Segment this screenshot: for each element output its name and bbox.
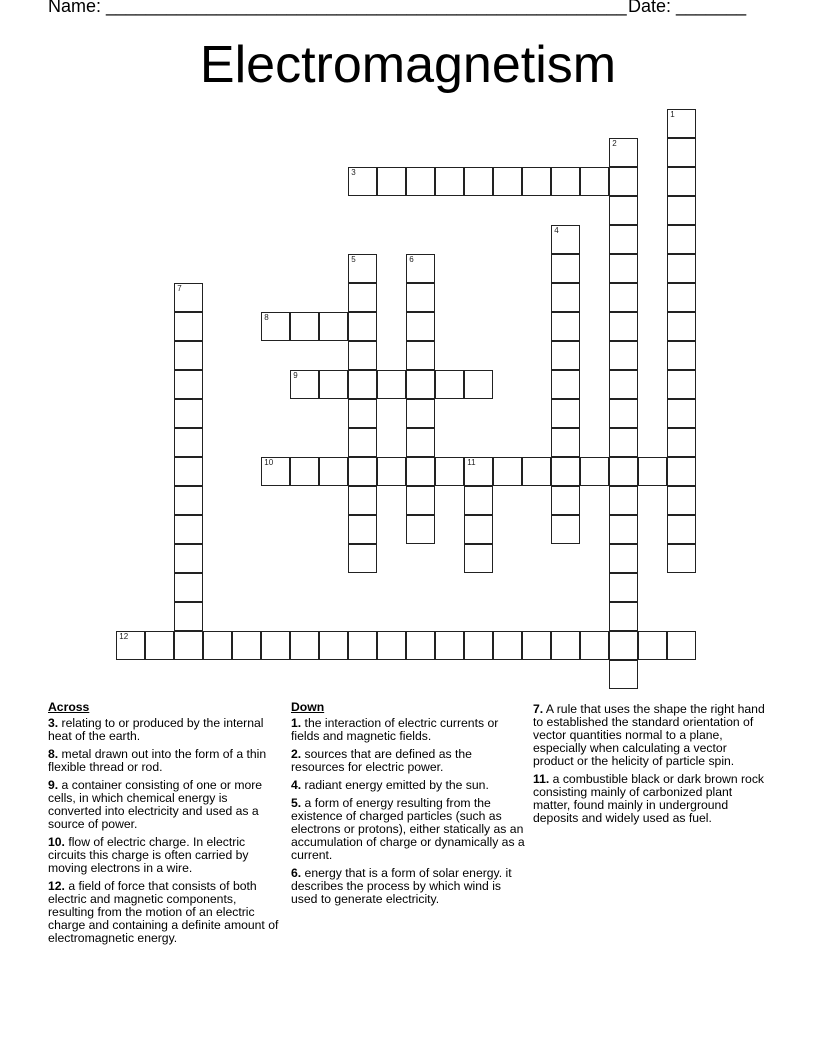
clue-text: radiant energy emitted by the sun. [301,778,489,792]
grid-cell[interactable] [406,312,435,341]
grid-cell[interactable] [551,370,580,399]
grid-cell[interactable] [174,515,203,544]
grid-cell[interactable] [174,457,203,486]
clues-down-column [291,701,527,911]
grid-cell[interactable] [464,515,493,544]
grid-cell[interactable] [667,399,696,428]
grid-cell[interactable] [464,370,493,399]
grid-cell[interactable] [667,283,696,312]
grid-cell[interactable] [609,660,638,689]
grid-cell[interactable] [667,486,696,515]
clue-text: a container consisting of one or more cells, in which chemical energy is converted into electricity and used as a source of power. [48,778,263,831]
grid-cell[interactable] [551,486,580,515]
grid-cell[interactable] [609,167,638,196]
grid-cell[interactable] [174,486,203,515]
grid-cell[interactable] [667,457,696,486]
clue-number-label: 5 [351,255,356,265]
grid-cell[interactable] [261,631,290,660]
grid-cell[interactable] [551,312,580,341]
grid-cell[interactable] [580,167,609,196]
grid-cell[interactable] [348,370,377,399]
clue-down-5 [291,797,527,862]
clue-text: A rule that uses the shape the right hand to established the standard orientation of vector quantities normal to a plane, especially when calculating a vector product or the helicity of particle spin. [533,702,765,768]
grid-cell[interactable] [174,312,203,341]
grid-cell[interactable] [522,631,551,660]
grid-cell[interactable] [261,457,290,486]
grid-cell[interactable] [464,167,493,196]
clue-across-9 [48,779,283,831]
clues-across-column [48,701,283,950]
clue-number: 2. [291,747,302,761]
grid-cell[interactable] [551,225,580,254]
grid-cell[interactable] [493,167,522,196]
grid-cell[interactable] [290,457,319,486]
grid-cell[interactable] [522,167,551,196]
grid-cell[interactable] [667,428,696,457]
clue-across-8 [48,748,283,774]
grid-cell[interactable] [174,399,203,428]
grid-cell[interactable] [348,341,377,370]
grid-cell[interactable] [667,544,696,573]
grid-cell[interactable] [174,341,203,370]
clue-text: relating to or produced by the internal heat of the earth. [48,716,264,743]
grid-cell[interactable] [551,341,580,370]
grid-cell[interactable] [609,399,638,428]
grid-cell[interactable] [348,254,377,283]
grid-cell[interactable] [348,312,377,341]
grid-cell[interactable] [406,428,435,457]
clue-down-4 [291,779,527,792]
grid-cell[interactable] [580,631,609,660]
grid-cell[interactable] [290,370,319,399]
clue-text: a form of energy resulting from the existence of charged particles (such as electrons or protons), either statically as an accumulation of charge or dynamically as a current. [291,796,525,862]
grid-cell[interactable] [551,399,580,428]
grid-cell[interactable] [493,631,522,660]
clue-number-label: 6 [409,255,414,265]
grid-cell[interactable] [609,573,638,602]
grid-cell[interactable] [348,515,377,544]
grid-cell[interactable] [609,254,638,283]
clue-number: 8. [48,747,59,761]
grid-cell[interactable] [435,370,464,399]
grid-cell[interactable] [319,370,348,399]
grid-cell[interactable] [406,370,435,399]
clue-number: 5. [291,796,302,810]
grid-cell[interactable] [667,341,696,370]
grid-cell[interactable] [609,370,638,399]
grid-cell[interactable] [609,486,638,515]
grid-cell[interactable] [609,283,638,312]
grid-cell[interactable] [551,428,580,457]
grid-cell[interactable] [145,631,174,660]
clue-across-12 [48,880,283,945]
grid-cell[interactable] [377,631,406,660]
clue-number-label: 1 [670,110,675,120]
grid-cell[interactable] [638,457,667,486]
grid-cell[interactable] [464,631,493,660]
clue-number: 3. [48,716,59,730]
grid-cell[interactable] [406,254,435,283]
grid-cell[interactable] [609,428,638,457]
grid-cell[interactable] [667,167,696,196]
grid-cell[interactable] [435,631,464,660]
down-heading: Down [291,700,325,714]
clue-down-2 [291,748,527,774]
grid-cell[interactable] [174,283,203,312]
clue-number-label: 7 [177,284,182,294]
clue-down-7 [533,703,768,768]
clue-number: 9. [48,778,59,792]
clue-number: 12. [48,879,65,893]
clue-text: the interaction of electric currents or fields and magnetic fields. [291,716,499,743]
grid-cell[interactable] [406,631,435,660]
clue-text: energy that is a form of solar energy. it describes the process by which wind is used to generate electricity. [291,866,512,906]
grid-cell[interactable] [319,457,348,486]
grid-cell[interactable] [667,196,696,225]
grid-cell[interactable] [319,312,348,341]
grid-cell[interactable] [406,167,435,196]
grid-cell[interactable] [203,631,232,660]
clue-number-label: 11 [467,458,476,468]
grid-cell[interactable] [261,312,290,341]
clue-text: flow of electric charge. In electric circuits this charge is often carried by moving electrons in a wire. [48,835,249,875]
clue-text: sources that are defined as the resources for electric power. [291,747,472,774]
name-field[interactable]: Name: ____________________________________________________ [48,0,627,16]
clue-across-10 [48,836,283,875]
grid-cell[interactable] [667,138,696,167]
grid-cell[interactable] [406,457,435,486]
clue-text: a field of force that consists of both electric and magnetic components, resulting from the motion of an electric charge and containing a definite amount of electromagnetic energy. [48,879,279,945]
grid-cell[interactable] [348,544,377,573]
crossword-grid [117,110,717,710]
grid-cell[interactable] [116,631,145,660]
grid-cell[interactable] [174,573,203,602]
grid-cell[interactable] [406,341,435,370]
grid-cell[interactable] [551,283,580,312]
grid-cell[interactable] [609,515,638,544]
clue-number-label: 8 [264,313,269,323]
grid-cell[interactable] [609,196,638,225]
date-field[interactable]: Date: _______ [628,0,747,16]
grid-cell[interactable] [406,283,435,312]
grid-cell[interactable] [551,167,580,196]
grid-cell[interactable] [667,631,696,660]
grid-cell[interactable] [406,486,435,515]
grid-cell[interactable] [551,254,580,283]
grid-cell[interactable] [377,167,406,196]
grid-cell[interactable] [174,428,203,457]
clue-number: 10. [48,835,65,849]
grid-cell[interactable] [290,631,319,660]
grid-cell[interactable] [609,225,638,254]
clue-number-label: 2 [612,139,617,149]
grid-cell[interactable] [609,138,638,167]
grid-cell[interactable] [406,399,435,428]
grid-cell[interactable] [435,167,464,196]
clue-down-1 [291,717,527,743]
grid-cell[interactable] [638,631,667,660]
grid-cell[interactable] [667,312,696,341]
grid-cell[interactable] [580,457,609,486]
clue-number-label: 10 [264,458,274,468]
grid-cell[interactable] [174,602,203,631]
grid-cell[interactable] [348,486,377,515]
clue-down-11 [533,773,768,825]
page-title: Electromagnetism [199,36,617,94]
grid-cell[interactable] [667,225,696,254]
grid-cell[interactable] [319,631,348,660]
clue-across-3 [48,717,283,743]
grid-cell[interactable] [290,312,319,341]
clue-number: 4. [291,778,302,792]
clues-down-continued-column [533,703,768,830]
clue-text: metal drawn out into the form of a thin flexible thread or rod. [48,747,267,774]
grid-cell[interactable] [174,544,203,573]
grid-cell[interactable] [551,457,580,486]
grid-cell[interactable] [377,370,406,399]
grid-cell[interactable] [609,544,638,573]
grid-cell[interactable] [348,457,377,486]
grid-cell[interactable] [464,457,493,486]
across-heading: Across [48,700,90,714]
grid-cell[interactable] [174,631,203,660]
clue-number: 1. [291,716,302,730]
grid-cell[interactable] [464,486,493,515]
clue-number-label: 9 [293,371,298,381]
grid-cell[interactable] [609,631,638,660]
grid-cell[interactable] [348,399,377,428]
grid-cell[interactable] [667,515,696,544]
clue-number-label: 12 [119,632,129,642]
grid-cell[interactable] [435,457,464,486]
grid-cell[interactable] [609,457,638,486]
clue-text: a combustible black or dark brown rock consisting mainly of carbonized plant matter, found mainly in underground deposits and widely used as fuel. [533,772,765,825]
grid-cell[interactable] [348,167,377,196]
clue-number-label: 3 [351,168,356,178]
grid-cell[interactable] [377,457,406,486]
grid-cell[interactable] [551,515,580,544]
grid-cell[interactable] [174,370,203,399]
grid-cell[interactable] [493,457,522,486]
grid-cell[interactable] [232,631,261,660]
grid-cell[interactable] [609,602,638,631]
grid-cell[interactable] [551,631,580,660]
clue-number: 6. [291,866,302,880]
grid-cell[interactable] [667,254,696,283]
clue-number: 7. [533,702,544,716]
clue-down-6 [291,867,527,906]
grid-cell[interactable] [667,109,696,138]
grid-cell[interactable] [667,370,696,399]
clue-number: 11. [533,772,550,786]
grid-cell[interactable] [348,428,377,457]
clue-number-label: 4 [554,226,559,236]
grid-cell[interactable] [464,544,493,573]
grid-cell[interactable] [348,631,377,660]
grid-cell[interactable] [348,283,377,312]
grid-cell[interactable] [609,341,638,370]
grid-cell[interactable] [406,515,435,544]
grid-cell[interactable] [609,312,638,341]
grid-cell[interactable] [522,457,551,486]
